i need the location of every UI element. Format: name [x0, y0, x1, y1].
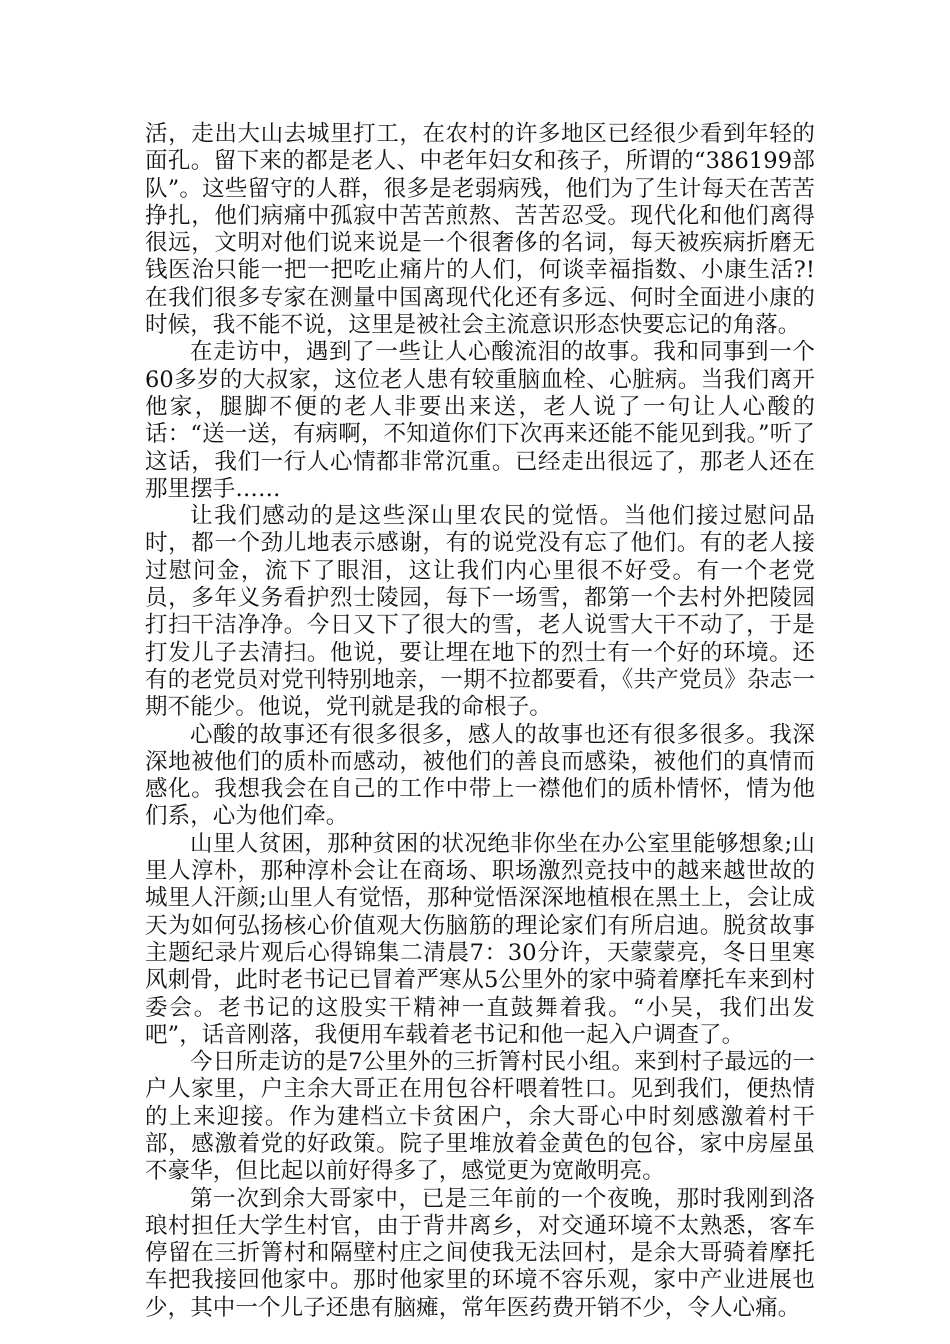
paragraph-touching-stories: 心酸的故事还有很多很多，感人的故事也还有很多很多。我深深地被他们的质朴而感动，被他们的善良而感染，被他们的真情而感化。我想我会在自己的工作中带上一襟他们的质朴情怀，情为他们系，心为他们牵。 [145, 721, 815, 830]
document-body [145, 121, 815, 1322]
paragraph-mountain-people: 山里人贫困，那种贫困的状况绝非你坐在办公室里能够想象;山里人淳朴，那种淳朴会让在商场、职场激烈竞技中的越来越世故的城里人汗颜;山里人有觉悟，那种觉悟深深地植根在黑土上，会让成天为如何弘扬核心价值观大伤脑筋的理论家们有所启迪。脱贫故事主题纪录片观后心得锦集二清晨7：30分许，天蒙蒙亮，冬日里寒风刺骨，此时老书记已冒着严寒从5公里外的家中骑着摩托车来到村委会。老书记的这股实干精神一直鼓舞着我。“小吴，我们出发吧”，话音刚落，我便用车载着老书记和他一起入户调查了。 [145, 830, 815, 1048]
paragraph-village-visit: 今日所走访的是7公里外的三折箐村民小组。来到村子最远的一户人家里，户主余大哥正在用包谷杆喂着牲口。见到我们，便热情的上来迎接。作为建档立卡贫困户，余大哥心中时刻感激着村干部，感激着党的好政策。院子里堆放着金黄色的包谷，家中房屋虽不豪华，但比起以前好得多了，感觉更为宽敞明亮。 [145, 1049, 815, 1185]
paragraph-elderly-story: 在走访中，遇到了一些让人心酸流泪的故事。我和同事到一个60多岁的大叔家，这位老人患有较重脑血栓、心脏病。当我们离开他家，腿脚不便的老人非要出来送，老人说了一句让人心酸的话：“送一送，有病啊，不知道你们下次再来还能不能见到我。”听了这话，我们一行人心情都非常沉重。已经走出很远了，那老人还在那里摆手…… [145, 339, 815, 502]
paragraph-farmers-awareness: 让我们感动的是这些深山里农民的觉悟。当他们接过慰问品时，都一个劲儿地表示感谢，有的说党没有忘了他们。有的老人接过慰问金，流下了眼泪，这让我们内心里很不好受。有一个老党员，多年义务看护烈士陵园，每下一场雪，都第一个去村外把陵园打扫干洁净净。今日又下了很大的雪，老人说雪大干不动了，于是打发儿子去清扫。他说，要让埋在地下的烈士有一个好的环境。还有的老党员对党刊特别地亲，一期不拉都要看，《共产党员》杂志一期不能少。他说，党刊就是我的命根子。 [145, 503, 815, 721]
paragraph-continuation: 活，走出大山去城里打工，在农村的许多地区已经很少看到年轻的面孔。留下来的都是老人、中老年妇女和孩子，所谓的“386199部队”。这些留守的人群，很多是老弱病残，他们为了生计每天在苦苦挣扎，他们病痛中孤寂中苦苦煎熬、苦苦忍受。现代化和他们离得很远，文明对他们说来说是一个很奢侈的名词，每天被疾病折磨无钱医治只能一把一把吃止痛片的人们，何谈幸福指数、小康生活?!在我们很多专家在测量中国离现代化还有多远、何时全面进小康的时候，我不能不说，这里是被社会主流意识形态快要忘记的角落。 [145, 121, 815, 339]
paragraph-first-visit: 第一次到余大哥家中，已是三年前的一个夜晚，那时我刚到洛琅村担任大学生村官，由于背井离乡，对交通环境不太熟悉，客车停留在三折箐村和隔壁村庄之间使我无法回村，是余大哥骑着摩托车把我接回他家中。那时他家里的环境不容乐观，家中产业进展也少，其中一个儿子还患有脑瘫，常年医药费开销不少，令人心痛。 [145, 1185, 815, 1321]
